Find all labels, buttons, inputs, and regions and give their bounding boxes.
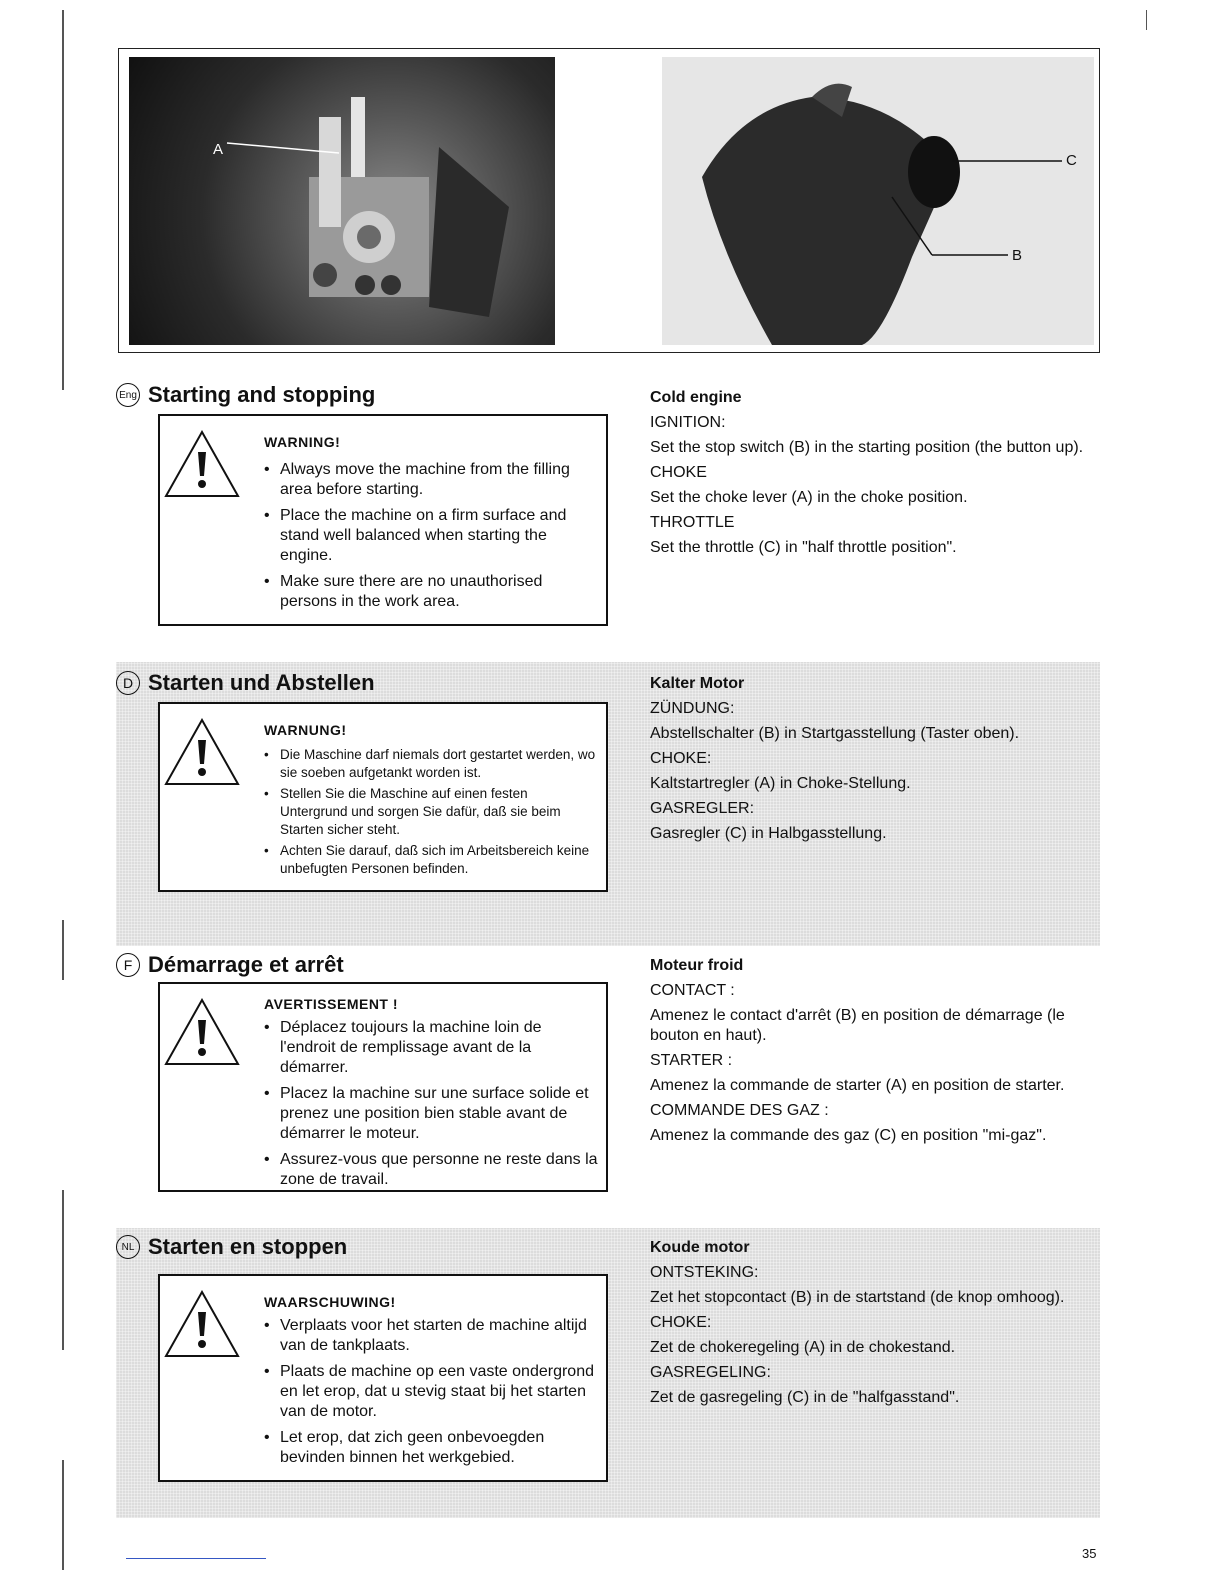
- margin-mark: [62, 1460, 64, 1570]
- warning-item: • Always move the machine from the filling area before starting.: [264, 460, 598, 500]
- instruction-line: Zet de gasregeling (C) in de "halfgasstand".: [650, 1389, 960, 1406]
- instruction-line: Set the stop switch (B) in the starting position (the button up).: [650, 439, 1084, 456]
- instruction-line: Amenez la commande des gaz (C) en position "mi-gaz".: [650, 1127, 1047, 1144]
- warning-triangle-icon: [164, 430, 240, 498]
- instruction-line: Amenez la commande de starter (A) en position de starter.: [650, 1077, 1065, 1094]
- warning-item: • Plaats de machine op een vaste ondergrond en let erop, dat u stevig staat bij het starten van de motor.: [264, 1362, 598, 1422]
- warning-list: [264, 746, 598, 881]
- label-a: A: [213, 141, 224, 158]
- warning-item: • Verplaats voor het starten de machine altijd van de tankplaats.: [264, 1316, 598, 1356]
- instruction-line: COMMANDE DES GAZ :: [650, 1102, 829, 1119]
- instructions-title: Koude motor: [650, 1239, 750, 1256]
- warning-item: • Achten Sie darauf, daß sich im Arbeitsbereich keine unbefugten Personen befinden.: [264, 842, 598, 878]
- instruction-line: CONTACT :: [650, 982, 735, 999]
- instruction-line: ZÜNDUNG:: [650, 700, 735, 717]
- section-german: [116, 662, 1100, 946]
- instruction-line: CHOKE:: [650, 750, 712, 767]
- warning-item: • Déplacez toujours la machine loin de l'endroit de remplissage avant de la démarrer.: [264, 1018, 598, 1078]
- footer-rule: [126, 1558, 266, 1559]
- warning-item: • Let erop, dat zich geen onbevoegden bevinden binnen het werkgebied.: [264, 1428, 598, 1468]
- warning-title: AVERTISSEMENT !: [264, 996, 399, 1012]
- instruction-line: STARTER :: [650, 1052, 733, 1069]
- label-b: B: [1012, 247, 1023, 264]
- instructions: [650, 956, 1090, 1151]
- instructions-title: Cold engine: [650, 389, 742, 406]
- section-title: Starten en stoppen: [148, 1234, 348, 1259]
- section-heading: [116, 382, 375, 408]
- margin-mark: [62, 1190, 64, 1350]
- warning-item: • Place the machine on a firm surface and stand well balanced when starting the engine.: [264, 506, 598, 566]
- instruction-line: Abstellschalter (B) in Startgasstellung (Taster oben).: [650, 725, 1020, 742]
- instruction-line: CHOKE: [650, 464, 707, 481]
- section-heading: [116, 1234, 347, 1260]
- warning-item: • Die Maschine darf niemals dort gestartet werden, wo sie soeben aufgetankt worden ist.: [264, 746, 598, 782]
- instruction-line: Set the throttle (C) in "half throttle position".: [650, 539, 957, 556]
- section-french: [116, 948, 1100, 1200]
- instruction-line: CHOKE:: [650, 1314, 712, 1331]
- instruction-line: Kaltstartregler (A) in Choke-Stellung.: [650, 775, 911, 792]
- language-badge: F: [116, 953, 140, 977]
- carburetor-photo: [129, 57, 555, 345]
- section-english: [116, 378, 1100, 634]
- warning-list: [264, 1316, 598, 1474]
- instruction-line: ONTSTEKING:: [650, 1264, 759, 1281]
- warning-box: [158, 702, 608, 892]
- instruction-line: Amenez le contact d'arrêt (B) en position de démarrage (le bouton en haut).: [650, 1007, 1065, 1044]
- warning-item: • Make sure there are no unauthorised persons in the work area.: [264, 572, 598, 612]
- warning-box: [158, 414, 608, 626]
- instructions-title: Moteur froid: [650, 957, 744, 974]
- margin-mark: [62, 920, 64, 980]
- warning-list: [264, 460, 598, 618]
- instructions-title: Kalter Motor: [650, 675, 745, 692]
- section-heading: [116, 670, 375, 696]
- language-badge: D: [116, 671, 140, 695]
- instruction-line: Zet de chokeregeling (A) in de chokestand.: [650, 1339, 956, 1356]
- carburetor-illustration: [129, 57, 555, 345]
- warning-list: [264, 1018, 598, 1196]
- warning-item: • Stellen Sie die Maschine auf einen festen Untergrund und sorgen Sie dafür, daß sie beim Starten sicher steht.: [264, 785, 598, 839]
- instructions: [650, 1238, 1090, 1413]
- label-c: C: [1066, 152, 1077, 169]
- warning-item: • Placez la machine sur une surface solide et prenez une position bien stable avant de démarrer le moteur.: [264, 1084, 598, 1144]
- language-badge: NL: [116, 1235, 140, 1259]
- margin-mark: [1146, 10, 1147, 30]
- handle-illustration: [662, 57, 1094, 345]
- instruction-line: Gasregler (C) in Halbgasstellung.: [650, 825, 887, 842]
- warning-box: [158, 982, 608, 1192]
- instruction-line: Set the choke lever (A) in the choke position.: [650, 489, 968, 506]
- warning-title: WARNUNG!: [264, 722, 347, 738]
- warning-triangle-icon: [164, 718, 240, 786]
- section-title: Démarrage et arrêt: [148, 952, 344, 977]
- photo-frame: [118, 48, 1100, 353]
- page-number: 35: [1082, 1546, 1097, 1561]
- language-badge: Eng: [116, 383, 140, 407]
- section-title: Starting and stopping: [148, 382, 376, 407]
- instruction-line: Zet het stopcontact (B) in de startstand (de knop omhoog).: [650, 1289, 1065, 1306]
- section-title: Starten und Abstellen: [148, 670, 375, 695]
- warning-title: WAARSCHUWING!: [264, 1294, 396, 1310]
- warning-item: • Assurez-vous que personne ne reste dans la zone de travail.: [264, 1150, 598, 1190]
- instruction-line: GASREGELING:: [650, 1364, 771, 1381]
- instructions: [650, 674, 1090, 849]
- instruction-line: THROTTLE: [650, 514, 735, 531]
- instruction-line: GASREGLER:: [650, 800, 755, 817]
- warning-triangle-icon: [164, 998, 240, 1066]
- margin-mark: [62, 10, 64, 390]
- section-dutch: [116, 1228, 1100, 1518]
- warning-triangle-icon: [164, 1290, 240, 1358]
- section-heading: [116, 952, 344, 978]
- handle-photo: [662, 57, 1094, 345]
- instruction-line: IGNITION:: [650, 414, 726, 431]
- warning-box: [158, 1274, 608, 1482]
- warning-title: WARNING!: [264, 434, 341, 450]
- instructions: [650, 388, 1090, 563]
